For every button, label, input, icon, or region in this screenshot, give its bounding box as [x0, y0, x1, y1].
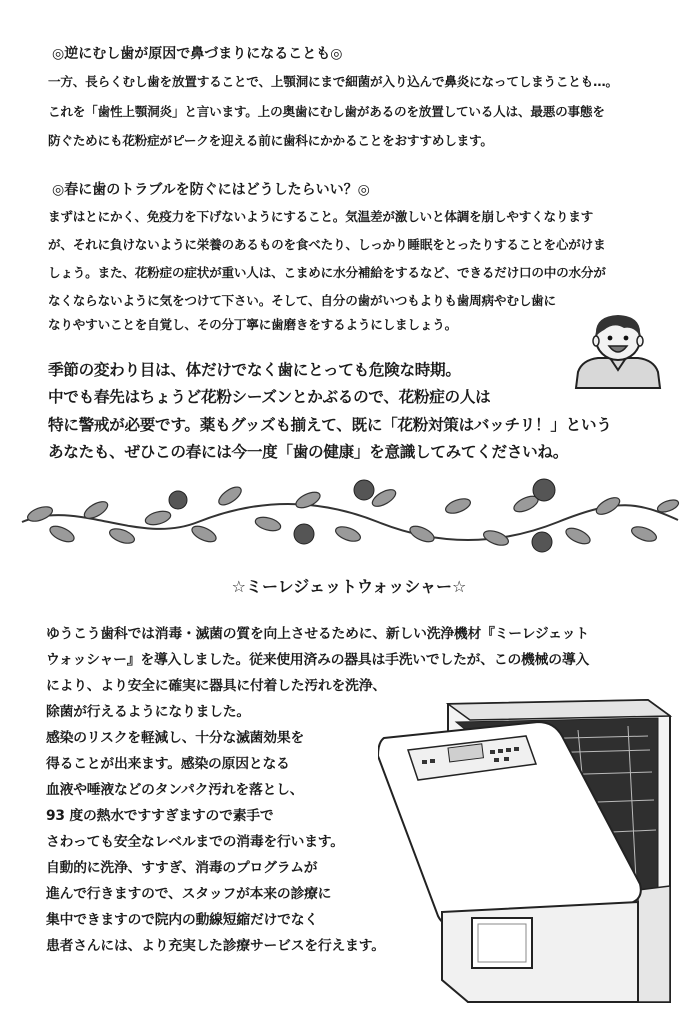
section4-line-5: 感染のリスクを軽減し、十分な滅菌効果を [46, 730, 305, 746]
section4-line-8: 93 度の熱水ですすぎますので素手で [46, 808, 274, 824]
section1-heading: ◎逆にむし歯が原因で鼻づまりになることも◎ [52, 46, 343, 62]
section4-line-11: 進んで行きますので、スタッフが本来の診療に [46, 886, 332, 902]
section4-line-12: 集中できますので院内の動線短縮だけでなく [46, 912, 318, 928]
section1-line-3: 防ぐためにも花粉症がピークを迎える前に歯科にかかることをおすすめします。 [48, 133, 493, 148]
section2-line-2: が、それに負けないように栄養のあるものを食べたり、しっかり睡眠をとったりすることを心がけま [48, 237, 606, 252]
section4-line-10: 自動的に洗浄、すすぎ、消毒のプログラムが [46, 860, 318, 876]
section3-line-3: 特に警戒が必要です。薬もグッズも揃えて、既に「花粉対策はバッチリ！」という [48, 416, 612, 434]
section3-line-2: 中でも春先はちょうど花粉シーズンとかぶるので、花粉症の人は [48, 388, 491, 406]
vine-divider [18, 476, 682, 566]
section2-heading: ◎春に歯のトラブルを防ぐにはどうしたらいい？◎ [52, 182, 370, 198]
section1-line-1: 一方、長らくむし歯を放置することで、上顎洞にまで細菌が入り込んで鼻炎になってしまうことも…。 [48, 74, 618, 89]
section4-line-1: ゆうこう歯科では消毒・滅菌の質を向上させるために、新しい洗浄機材『ミーレジェット [46, 626, 589, 642]
section4-line-3: により、より安全に確実に器具に付着した汚れを洗浄、 [46, 678, 386, 694]
section2-line-3: しょう。また、花粉症の症状が重い人は、こまめに水分補給をするなど、できるだけ口の中の水分が [48, 265, 606, 280]
washer-illustration [378, 680, 678, 1010]
section4-line-7: 血液や唾液などのタンパク汚れを落とし、 [46, 782, 304, 798]
section2-line-4: なくならないように気をつけて下さい。そして、自分の歯がいつもよりも歯周病やむし歯に [48, 293, 556, 308]
section4-line-9: さわっても安全なレベルまでの消毒を行います。 [46, 834, 344, 850]
section3-line-4: あなたも、ぜひこの春には今一度「歯の健康」を意識してみてくださいね。 [48, 443, 568, 461]
section4-title: ☆ミーレジェットウォッシャー☆ [231, 577, 467, 596]
section4-line-13: 患者さんには、より充実した診療サービスを行えます。 [46, 938, 385, 954]
section4-line-4: 除菌が行えるようになりました。 [46, 704, 250, 720]
section4-line-2: ウォッシャー』を導入しました。従来使用済みの器具は手洗いでしたが、この機械の導入 [46, 652, 590, 668]
section2-line-5: なりやすいことを自覚し、その分丁寧に歯磨きをするようにしましょう。 [48, 317, 457, 332]
section4-line-6: 得ることが出来ます。感染の原因となる [46, 756, 290, 772]
section2-line-1: まずはとにかく、免疫力を下げないようにすること。気温差が激しいと体調を崩しやすくなります [48, 209, 594, 224]
section1-line-2: これを「歯性上顎洞炎」と言います。上の奥歯にむし歯があるのを放置している人は、最悪の事態を [48, 104, 605, 119]
boy-illustration [568, 308, 668, 390]
section3-line-1: 季節の変わり目は、体だけでなく歯にとっても危険な時期。 [48, 361, 461, 379]
